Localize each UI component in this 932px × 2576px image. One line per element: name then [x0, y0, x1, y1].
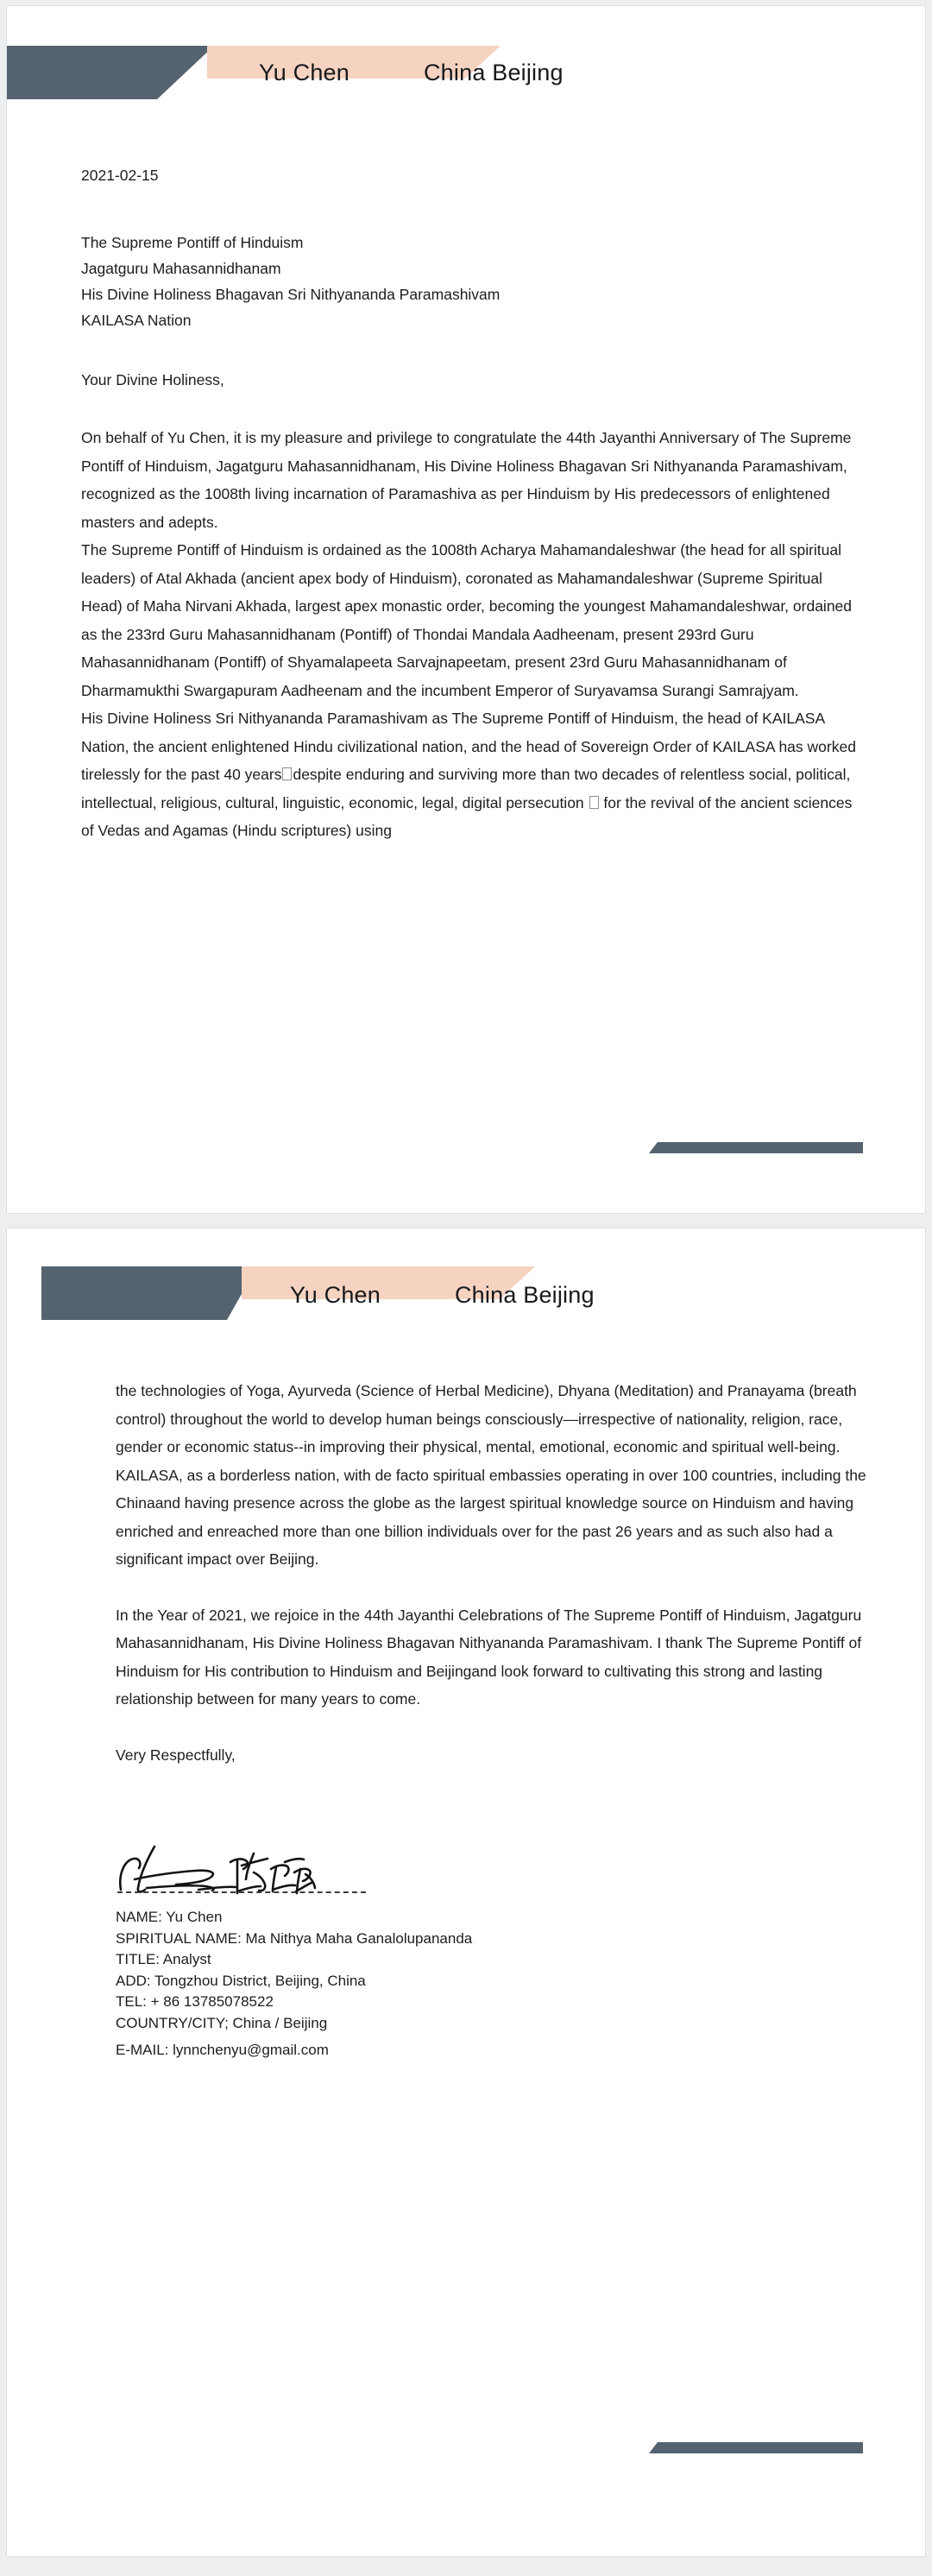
body-paragraph-3-part-a: His Divine Holiness Sri Nithyananda Paramashivam as The Supreme Pontiff of Hinduism, the head of KAILASA Nation, the ancient enlightened Hindu civilizational nation, and the head of Sovereign Order of KAILASA has worked tirelessly for the past 40 years	[81, 710, 856, 783]
page-2-header-banner	[7, 1228, 925, 1332]
banner-dark-shape	[41, 1266, 257, 1320]
sender-location: China Beijing	[423, 60, 564, 85]
document-page-2	[6, 1228, 926, 2557]
body-paragraph-5: In the Year of 2021, we rejoice in the 44th Jayanthi Celebrations of The Supreme Pontiff of Hinduism, Jagatguru Mahasannidhanam, His Divine Holiness Bhagavan Nithyananda Paramashivam. I thank The Supreme Pontiff of Hinduism for His contribution to Hinduism and Beijingand look forward to cultivating this strong and lasting relationship between for many years to come.	[116, 1606, 862, 1708]
body-paragraph-3-part-b: despite enduring and surviving more than two decades of relentless social, political, intellectual, religious, cultural, linguistic, economic, legal, digital persecution	[81, 766, 851, 811]
page-1-body	[81, 167, 858, 845]
document-viewer	[0, 5, 932, 2557]
banner-dark-shape	[6, 46, 214, 99]
closing-line: Very Respectfully,	[116, 1746, 236, 1764]
contact-address: ADD: Tongzhou District, Beijing, China	[116, 1972, 366, 1989]
recipient-line-1: The Supreme Pontiff of Hinduism	[81, 234, 304, 251]
sender-name: Yu Chen	[290, 1282, 381, 1308]
signature-rule	[117, 1891, 366, 1893]
signature-block	[116, 1826, 875, 1898]
contact-title: TITLE: Analyst	[116, 1951, 211, 1967]
body-paragraph-1: On behalf of Yu Chen, it is my pleasure and privilege to congratulate the 44th Jayanthi Anniversary of The Supreme Pontiff of Hinduism, Jagatguru Mahasannidhanam, His Divine Holiness Bhagavan Sri Nithyananda Paramashivam, recognized as the 1008th living incarnation of Paramashiva as per Hinduism by His predecessors of enlightened masters and adepts.	[81, 429, 852, 531]
salutation: Your Divine Holiness,	[81, 371, 224, 388]
page-1-banner-titles	[259, 60, 564, 86]
letter-date: 2021-02-15	[81, 167, 159, 184]
body-paragraph-3	[81, 704, 858, 845]
page-1-footer-bar	[649, 1142, 863, 1153]
recipient-line-2: Jagatguru Mahasannidhanam	[81, 260, 281, 277]
recipient-line-4: KAILASA Nation	[81, 312, 192, 329]
document-page-1	[6, 5, 926, 1214]
body-paragraph-4: the technologies of Yoga, Ayurveda (Science of Herbal Medicine), Dhyana (Meditation) and Pranayama (breath control) throughout the world to develop human beings consciously—irrespective of nationality, religion, race, gender or economic status--in improving their physical, mental, emotional, economic and spiritual well-being. KAILASA, as a borderless nation, with de facto spiritual embassies operating in over 100 countries, including the Chinaand having presence across the globe as the largest spiritual knowledge source on Hinduism and having enriched and enreached more than one billion individuals over for the past 26 years and as such also had a significant impact over Beijing.	[116, 1382, 866, 1568]
contact-block	[116, 1907, 875, 2061]
page-2-body	[116, 1377, 875, 2061]
recipient-line-3: His Divine Holiness Bhagavan Sri Nithyananda Paramashivam	[81, 286, 501, 303]
contact-name: NAME: Yu Chen	[116, 1909, 223, 1925]
contact-tel: TEL: + 86 13785078522	[116, 1993, 274, 2010]
body-paragraph-2: The Supreme Pontiff of Hinduism is ordained as the 1008th Acharya Mahamandaleshwar (the head for all spiritual leaders) of Atal Akhada (ancient apex body of Hinduism), coronated as Mahamandaleshwar (Supreme Spiritual Head) of Maha Nirvani Akhada, largest apex monastic order, becoming the youngest Mahamandaleshwar, ordained as the 233rd Guru Mahasannidhanam (Pontiff) of Thondai Mandala Aadheenam, present 293rd Guru Mahasannidhanam (Pontiff) of Shyamalapeeta Sarvajnapeetam, present 23rd Guru Mahasannidhanam of Dharmamukthi Swargapuram Aadheenam and the incumbent Emperor of Suryavamsa Surangi Samrajyam.	[81, 541, 853, 699]
body-paragraph-3-part-c: for the revival of the ancient sciences of Vedas and Agamas (Hindu scriptures) using	[81, 793, 853, 839]
sender-name: Yu Chen	[259, 60, 350, 85]
sender-location: China Beijing	[454, 1282, 595, 1308]
signature-image	[116, 1826, 409, 1898]
contact-country-city: COUNTRY/CITY; China / Beijing	[116, 2014, 328, 2031]
missing-glyph-box-1	[282, 767, 292, 780]
page-2-banner-titles	[290, 1282, 595, 1309]
missing-glyph-box-2	[589, 796, 599, 809]
page-1-header-banner	[7, 6, 925, 110]
page-2-footer-bar	[649, 2442, 863, 2453]
contact-email: E-MAIL: lynnchenyu@gmail.com	[116, 2042, 329, 2058]
contact-spiritual-name: SPIRITUAL NAME: Ma Nithya Maha Ganalolupananda	[116, 1929, 473, 1947]
